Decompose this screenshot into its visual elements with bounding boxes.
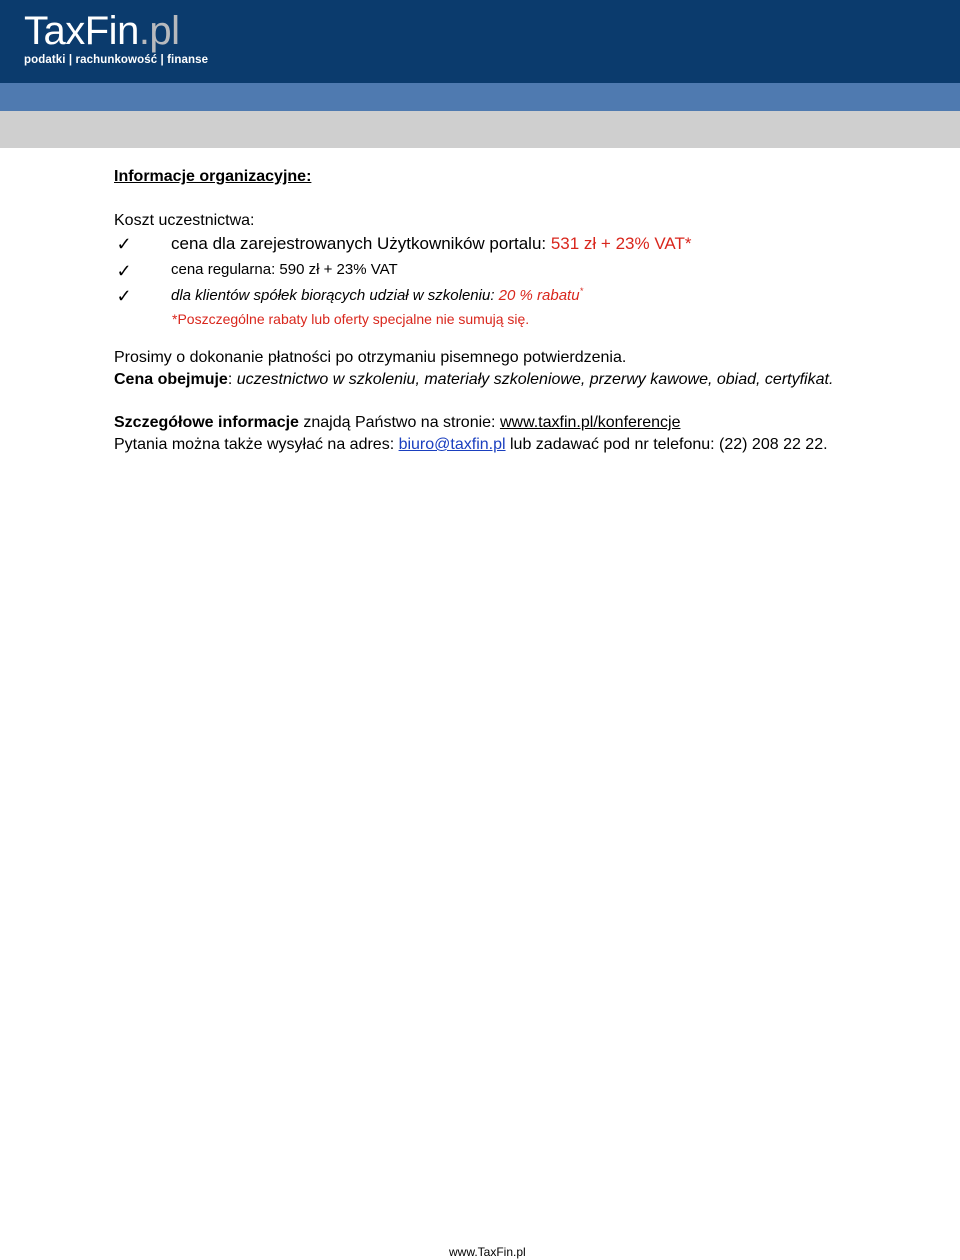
discount-note: *Poszczególne rabaty lub oferty specjalne nie sumują się. <box>172 311 530 327</box>
contact-info <box>114 436 828 454</box>
item-label: dla klientów spółek biorących udział w szkoleniu: <box>171 287 499 304</box>
details-info <box>114 414 680 432</box>
item-discount: 20 % rabatu <box>498 287 580 304</box>
logo-tagline: podatki | rachunkowość | finanse <box>24 54 209 66</box>
section-heading: Informacje organizacyjne: <box>114 168 312 185</box>
includes-text: uczestnictwo w szkoleniu, materiały szkoleniowe, przerwy kawowe, obiad, certyfikat. <box>236 371 834 388</box>
header-band <box>0 83 960 111</box>
cost-title: Koszt uczestnictwa: <box>114 212 255 229</box>
checkmark-icon: ✓ <box>116 234 132 254</box>
includes-label: Cena obejmuje <box>114 371 228 388</box>
item-price: 531 zł + 23% VAT* <box>550 234 692 253</box>
payment-info: Prosimy o dokonanie płatności po otrzymaniu pisemnego potwierdzenia. <box>114 349 627 366</box>
taxfin-logo <box>24 10 208 67</box>
item-label: cena regularna: 590 zł + 23% VAT <box>171 261 398 278</box>
details-label: Szczegółowe informacje <box>114 414 299 431</box>
checkmark-icon: ✓ <box>116 286 132 306</box>
includes-colon: : <box>227 371 237 388</box>
logo-domain: .pl <box>138 9 180 53</box>
checkmark-icon: ✓ <box>116 261 132 281</box>
questions-text: Pytania można także wysyłać na adres: <box>114 436 399 453</box>
price-includes <box>114 371 833 389</box>
phone-text: lub zadawać pod nr telefonu: (22) 208 22 22. <box>505 436 828 453</box>
email-link[interactable]: biuro@taxfin.pl <box>398 436 506 453</box>
logo-text: TaxFin <box>24 9 139 53</box>
footer-url: www.TaxFin.pl <box>449 1245 526 1259</box>
cost-item-registered <box>114 234 894 256</box>
page-header <box>0 0 960 83</box>
cost-item-discount <box>114 286 894 308</box>
cost-item-regular <box>114 261 894 283</box>
item-footnote-mark: * <box>579 286 584 296</box>
details-text: znajdą Państwo na stronie: <box>298 414 500 431</box>
item-label: cena dla zarejestrowanych Użytkowników portalu: <box>171 234 551 253</box>
details-link[interactable]: www.taxfin.pl/konferencje <box>499 414 681 431</box>
header-grey-band <box>0 111 960 148</box>
